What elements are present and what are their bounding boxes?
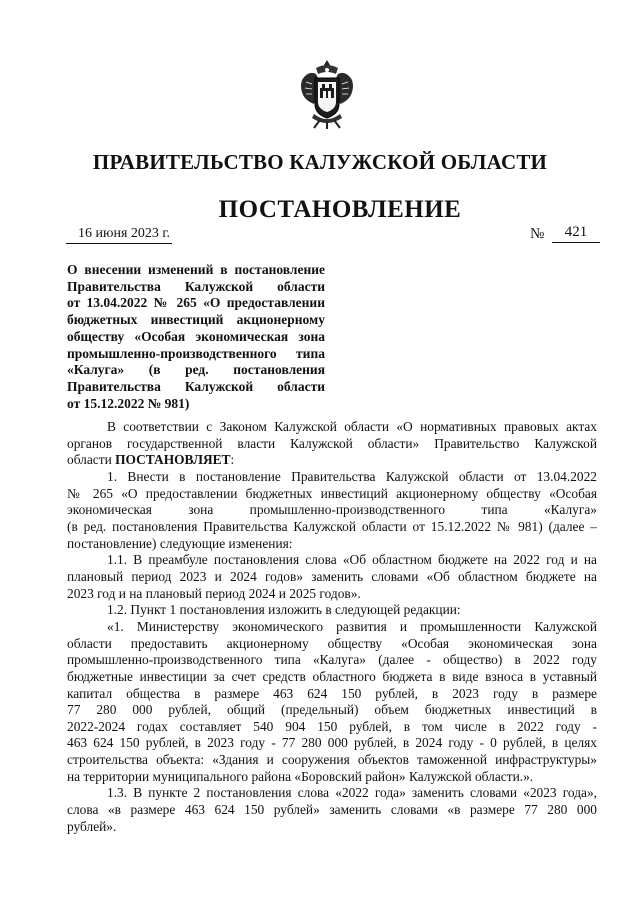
text-line — [67, 452, 597, 469]
subject-line: Правительства Калужской области — [67, 378, 325, 394]
document-date: 16 июня 2023 г. — [66, 226, 172, 244]
government-name: ПРАВИТЕЛЬСТВО КАЛУЖСКОЙ ОБЛАСТИ — [92, 150, 548, 174]
intro-paragraph — [67, 419, 597, 469]
intro-prefix: области — [67, 452, 116, 468]
text-line: капитал общества в размере 463 624 150 рублей, в 2023 году в размере — [67, 685, 597, 701]
subject-line: «Калуга» (в ред. постановления — [67, 362, 325, 378]
text-line: слова «в размере 463 624 150 рублей» заменить словами «в размере 77 280 000 — [67, 802, 597, 818]
text-line: рублей». — [67, 818, 117, 834]
text-line: постановление) следующие изменения: — [67, 535, 293, 551]
document-number: 421 — [552, 224, 600, 243]
subject-line: бюджетных инвестиций акционерному — [67, 312, 325, 328]
text-line: № 265 «О предоставлении бюджетных инвестиций акционерному обществу «Особая — [67, 485, 597, 501]
document-type: ПОСТАНОВЛЕНИЕ — [218, 196, 462, 223]
text-line: экономическая зона промышленно-производственного типа «Калуга» — [67, 502, 597, 518]
item-1-3-paragraph — [67, 785, 597, 835]
text-line: строительства объекта: «Здания и сооружения объектов таможенной инфраструктуры» — [67, 752, 597, 768]
text-line: промышленно-производственного типа «Калуга» (далее - общество) в 2022 году — [67, 652, 597, 668]
text-line: на территории муниципального района «Боровский район» Калужской области.». — [67, 768, 534, 784]
text-line: органов государственной власти Калужской области» Правительство Калужской — [67, 435, 597, 451]
item-1-2-paragraph — [67, 602, 597, 619]
decree-keyword: ПОСТАНОВЛЯЕТ — [115, 452, 231, 468]
number-label: № — [530, 226, 545, 242]
text-line: 1.2. Пункт 1 постановления изложить в следующей редакции: — [107, 602, 461, 618]
text-line: области предоставить акционерному обществу «Особая экономическая зона — [67, 635, 597, 651]
text-line: 2022-2024 годах составляет 540 904 150 рублей, в том числе в 2022 году - — [67, 718, 597, 734]
text-line: 77 280 000 рублей, общий (предельный) объем бюджетных инвестиций в — [67, 702, 597, 718]
text-line: (в ред. постановления Правительства Калужской области от 15.12.2022 № 981) (далее – — [67, 518, 597, 534]
subject-line: промышленно-производственного типа — [67, 345, 325, 361]
subject-line: Правительства Калужской области — [67, 278, 325, 294]
quoted-clause-paragraph — [67, 619, 597, 786]
intro-suffix: : — [230, 452, 235, 468]
document-body — [67, 419, 597, 835]
text-line: 1. Внести в постановление Правительства Калужской области от 13.04.2022 — [107, 468, 597, 484]
text-line: 463 624 150 рублей, в 2023 году - 77 280 000 рублей, в 2024 году - 0 рублей, в целях — [67, 735, 597, 751]
text-line: бюджетные инвестиции за счет средств областного бюджета в виде взноса в уставный — [67, 668, 597, 684]
text-line: 1.1. В преамбуле постановления слова «Об областном бюджете на 2022 год и на — [107, 552, 597, 568]
item-1-paragraph — [67, 469, 597, 552]
document-subject — [67, 262, 325, 412]
text-line: В соответствии с Законом Калужской области «О нормативных правовых актах — [107, 419, 597, 434]
subject-line: от 15.12.2022 № 981) — [67, 395, 190, 411]
subject-line: О внесении изменений в постановление — [67, 262, 325, 277]
text-line: «1. Министерству экономического развития и промышленности Калужской — [107, 618, 597, 634]
coat-of-arms-emblem — [298, 58, 356, 130]
item-1-1-paragraph — [67, 552, 597, 602]
subject-line: обществу «Особая экономическая зона — [67, 328, 325, 344]
text-line: 1.3. В пункте 2 постановления слова «2022 года» заменить словами «2023 года», — [107, 785, 597, 801]
subject-line: от 13.04.2022 № 265 «О предоставлении — [67, 295, 325, 311]
text-line: плановый период 2023 и 2024 годов» заменить словами «Об областном бюджете на — [67, 568, 597, 584]
text-line: 2023 год и на плановый период 2024 и 2025 годов». — [67, 585, 361, 601]
